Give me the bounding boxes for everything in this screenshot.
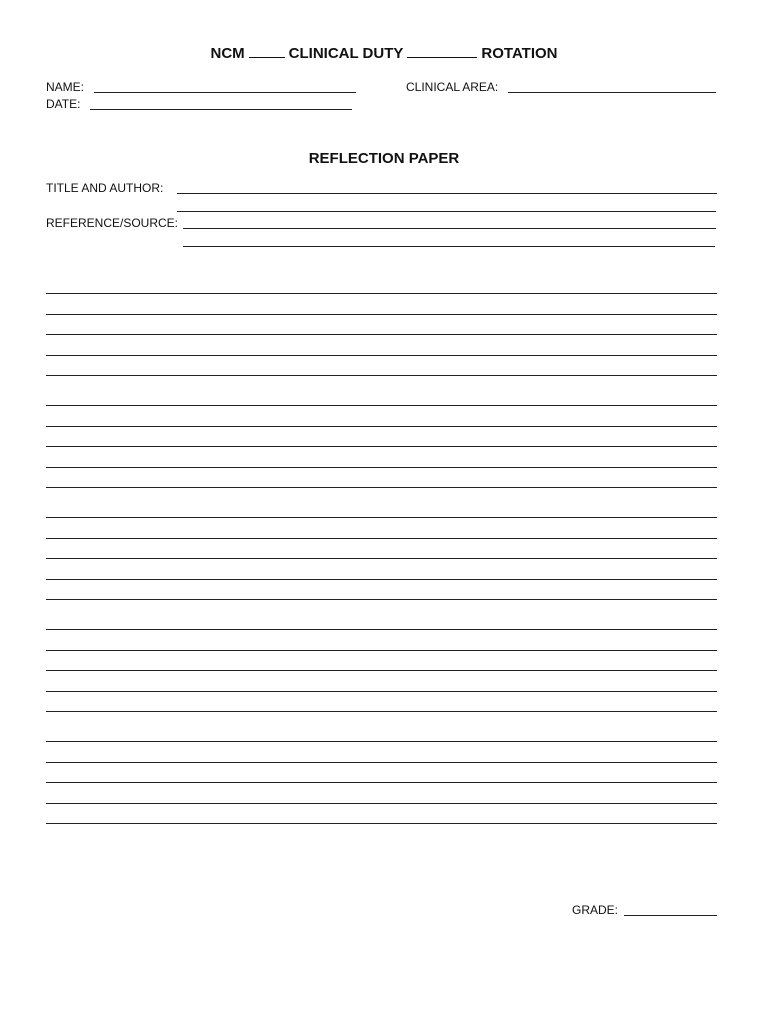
ncm-label: NCM [210, 45, 245, 62]
writing-line[interactable] [46, 762, 717, 763]
clinical-area-field[interactable] [508, 92, 716, 93]
ncm-number-blank[interactable] [249, 56, 285, 58]
title-author-field[interactable] [177, 193, 717, 194]
writing-line[interactable] [46, 599, 717, 600]
rotation-label: ROTATION [481, 45, 558, 62]
writing-line[interactable] [46, 629, 717, 630]
reference-source-label: REFERENCE/SOURCE: [46, 216, 179, 230]
reference-source-field-line-2[interactable] [183, 246, 715, 247]
clinical-area-label: CLINICAL AREA: [406, 80, 499, 94]
writing-line[interactable] [46, 711, 717, 712]
writing-line[interactable] [46, 426, 717, 427]
form-header-title [0, 45, 768, 62]
writing-line[interactable] [46, 375, 717, 376]
writing-line[interactable] [46, 670, 717, 671]
name-field[interactable] [94, 92, 356, 93]
writing-line[interactable] [46, 355, 717, 356]
title-author-field-line-2[interactable] [177, 211, 716, 212]
writing-line[interactable] [46, 446, 717, 447]
rotation-blank[interactable] [407, 56, 477, 58]
writing-line[interactable] [46, 579, 717, 580]
writing-line[interactable] [46, 487, 717, 488]
writing-line[interactable] [46, 741, 717, 742]
writing-line[interactable] [46, 467, 717, 468]
writing-line[interactable] [46, 691, 717, 692]
writing-line[interactable] [46, 823, 717, 824]
writing-line[interactable] [46, 782, 717, 783]
date-field[interactable] [90, 109, 352, 110]
writing-line[interactable] [46, 517, 717, 518]
writing-line[interactable] [46, 334, 717, 335]
writing-line[interactable] [46, 405, 717, 406]
writing-line[interactable] [46, 803, 717, 804]
name-label: NAME: [46, 80, 85, 94]
reference-source-field[interactable] [183, 228, 716, 229]
writing-line[interactable] [46, 650, 717, 651]
date-label: DATE: [46, 97, 81, 111]
grade-field[interactable] [624, 915, 717, 916]
reflection-paper-title: REFLECTION PAPER [308, 150, 460, 167]
title-author-label: TITLE AND AUTHOR: [46, 181, 164, 195]
writing-line[interactable] [46, 314, 717, 315]
writing-line[interactable] [46, 538, 717, 539]
clinical-duty-label: CLINICAL DUTY [288, 45, 404, 62]
grade-label: GRADE: [572, 903, 619, 917]
writing-line[interactable] [46, 293, 717, 294]
writing-line[interactable] [46, 558, 717, 559]
